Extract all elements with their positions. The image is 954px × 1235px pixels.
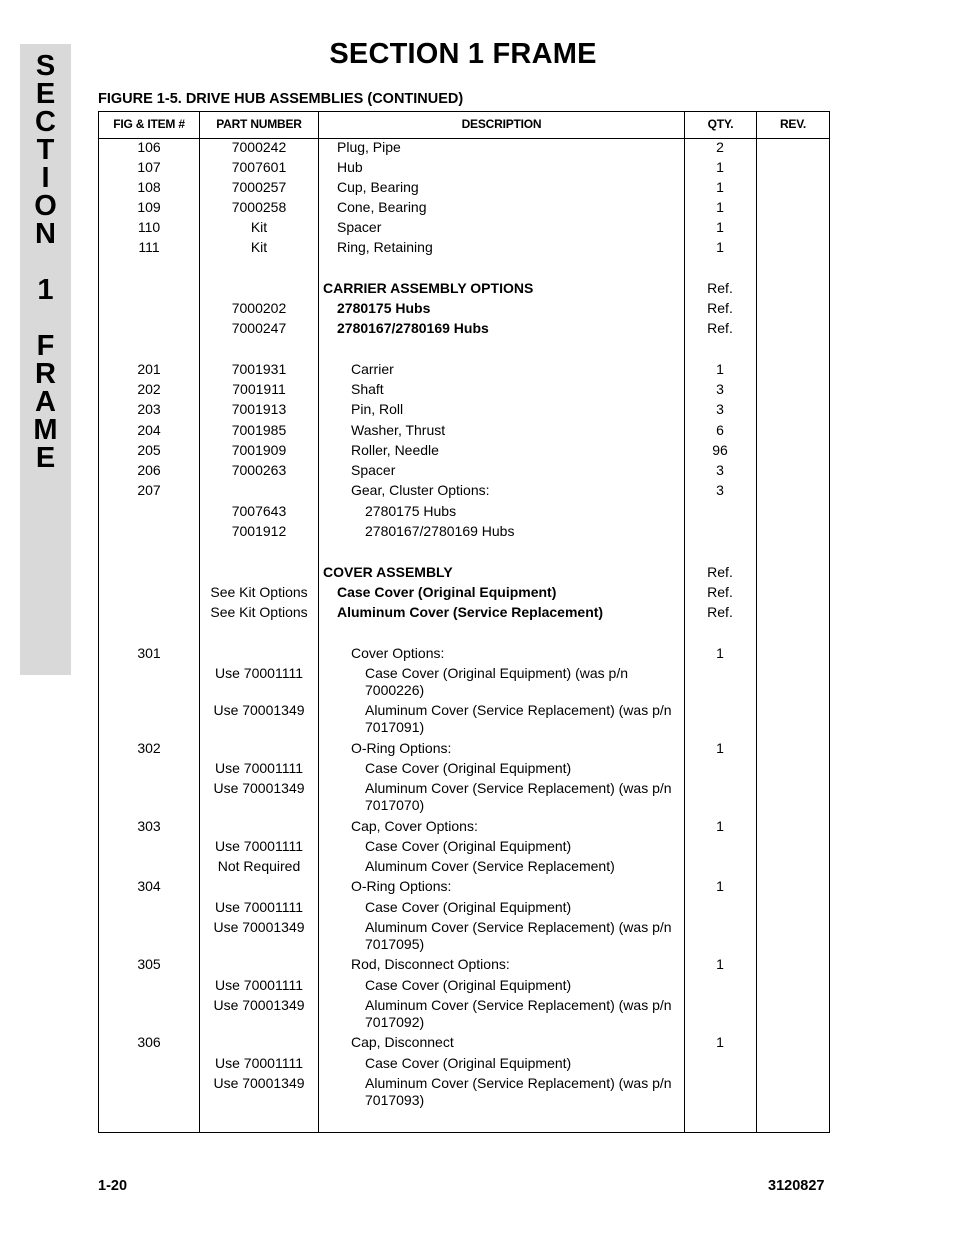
section-side-tab [20,44,71,675]
cell-description: O-Ring Options: [351,878,452,894]
side-tab-letter: S [35,50,56,82]
cell-part-number: 7000257 [231,179,287,195]
cell-description: Cup, Bearing [337,179,419,195]
cell-part-number: Use 70001111 [215,838,303,854]
cell-part-number: Use 70001349 [213,702,305,718]
cell-qty: 1 [716,361,724,377]
cell-fig-item: 306 [137,1034,161,1050]
cell-qty: 3 [716,462,724,478]
cell-part-number: 7001909 [231,442,287,458]
cell-description: Gear, Cluster Options: [351,482,490,498]
column-divider [756,112,757,1132]
cell-description: O-Ring Options: [351,740,452,756]
cell-qty: 1 [716,1034,724,1050]
cell-description: Ring, Retaining [337,239,433,255]
cell-part-number: 7000202 [231,300,287,316]
cell-description: Aluminum Cover (Service Replacement) (was p/n 7017091) [365,702,672,735]
cell-fig-item: 302 [137,740,161,756]
cell-part-number: Use 70001349 [213,780,305,796]
side-tab-letter: T [36,134,55,166]
cell-description: COVER ASSEMBLY [323,564,453,580]
cell-qty: 2 [716,139,724,155]
cell-fig-item: 301 [137,645,161,661]
cell-fig-item: 111 [138,239,160,255]
cell-description: 2780175 Hubs [365,503,457,519]
cell-description: Cap, Disconnect [351,1034,454,1050]
cell-part-number: Use 70001111 [215,665,303,681]
cell-qty: 1 [716,159,724,175]
page-number: 1-20 [98,1178,128,1194]
cell-part-number: See Kit Options [210,584,308,600]
cell-description: Hub [337,159,363,175]
side-tab-letter: C [35,106,56,138]
cell-part-number: 7007643 [231,503,287,519]
cell-description: Case Cover (Original Equipment) [337,584,557,600]
parts-table [98,111,830,1133]
cell-qty: 1 [716,219,724,235]
cell-description: Case Cover (Original Equipment) [365,977,572,993]
cell-description: Aluminum Cover (Service Replacement) (was p/n 7017070) [365,780,672,813]
column-divider [684,112,685,1132]
cell-qty: 1 [716,956,724,972]
cell-description: Pin, Roll [351,401,404,417]
cell-qty: Ref. [707,604,733,620]
side-tab-letter: E [35,442,56,474]
cell-fig-item: 304 [137,878,161,894]
cell-part-number: 7001931 [231,361,287,377]
cell-part-number: Use 70001111 [215,977,303,993]
cell-description: Aluminum Cover (Service Replacement) (was p/n 7017095) [365,919,672,952]
cell-qty: 3 [716,401,724,417]
cell-description: 2780175 Hubs [337,300,431,316]
cell-qty: Ref. [707,300,733,316]
header-part-number: PART NUMBER [216,117,302,131]
cell-description: CARRIER ASSEMBLY OPTIONS [323,280,534,296]
cell-part-number: 7001912 [231,523,287,539]
side-tab-letter: O [34,190,57,222]
cell-description: Case Cover (Original Equipment) [365,1055,572,1071]
cell-part-number: Use 70001111 [215,760,303,776]
cell-description: Roller, Needle [351,442,439,458]
cell-part-number: 7000258 [231,199,287,215]
cell-description: Carrier [351,361,394,377]
cell-description: Case Cover (Original Equipment) (was p/n 7000226) [365,665,628,698]
cell-fig-item: 305 [137,956,161,972]
header-rev: REV. [779,117,807,131]
cell-description: Case Cover (Original Equipment) [365,760,572,776]
cell-qty: 3 [716,482,724,498]
cell-fig-item: 106 [137,139,161,155]
cell-qty: 1 [716,199,724,215]
header-fig-item: FIG & ITEM # [113,117,185,131]
side-tab-letter: F [36,330,55,362]
column-divider [318,112,319,1132]
cell-fig-item: 204 [137,422,161,438]
document-number: 3120827 [768,1178,825,1194]
cell-part-number: Kit [250,219,268,235]
cell-description: Shaft [351,381,384,397]
header-qty: QTY. [707,117,734,131]
cell-description: Case Cover (Original Equipment) [365,838,572,854]
cell-qty: 1 [716,818,724,834]
cell-fig-item: 203 [137,401,161,417]
cell-part-number: Use 70001111 [215,899,303,915]
cell-fig-item: 201 [137,361,161,377]
cell-part-number: 7000247 [231,320,287,336]
cell-description: Cone, Bearing [337,199,427,215]
cell-part-number: Kit [250,239,268,255]
cell-qty: 1 [716,740,724,756]
header-description: DESCRIPTION [461,117,542,131]
cell-qty: 3 [716,381,724,397]
cell-description: Cap, Cover Options: [351,818,478,834]
cell-description: Washer, Thrust [351,422,446,438]
side-tab-letter: E [35,78,56,110]
cell-part-number: Use 70001111 [215,1055,303,1071]
cell-fig-item: 206 [137,462,161,478]
cell-description: 2780167/2780169 Hubs [337,320,489,336]
cell-part-number: 7007601 [231,159,287,175]
cell-fig-item: 110 [137,219,161,235]
cell-part-number: 7000242 [231,139,287,155]
cell-part-number: Use 70001349 [213,997,305,1013]
cell-qty: 6 [716,422,724,438]
cell-part-number: See Kit Options [210,604,308,620]
cell-fig-item: 109 [137,199,161,215]
cell-description: Spacer [337,219,382,235]
cell-description: Aluminum Cover (Service Replacement) (was p/n 7017092) [365,997,672,1030]
cell-part-number: 7001911 [232,381,286,397]
cell-fig-item: 207 [137,482,161,498]
cell-part-number: Not Required [217,858,301,874]
cell-qty: 1 [716,239,724,255]
cell-fig-item: 205 [137,442,161,458]
side-tab-letter: N [35,218,56,250]
cell-description: Aluminum Cover (Service Replacement) [337,604,604,620]
cell-qty: Ref. [707,320,733,336]
side-tab-letter: 1 [37,274,54,306]
cell-fig-item: 202 [137,381,161,397]
cell-description: Spacer [351,462,396,478]
cell-part-number: 7000263 [231,462,287,478]
side-tab-letter: A [35,386,56,418]
cell-description: Cover Options: [351,645,445,661]
cell-fig-item: 108 [137,179,161,195]
side-tab-letter: I [41,162,50,194]
cell-fig-item: 303 [137,818,161,834]
side-tab-letter: M [33,414,58,446]
side-tab-letter: R [35,358,56,390]
cell-description: 2780167/2780169 Hubs [365,523,515,539]
cell-qty: 1 [716,645,724,661]
figure-title: FIGURE 1-5. DRIVE HUB ASSEMBLIES (CONTINUED) [98,91,464,107]
cell-qty: Ref. [707,564,733,580]
cell-qty: 1 [716,878,724,894]
cell-description: Aluminum Cover (Service Replacement) (was p/n 7017093) [365,1075,672,1108]
cell-qty: 96 [712,442,728,458]
cell-part-number: Use 70001349 [213,1075,305,1091]
cell-part-number: Use 70001349 [213,919,305,935]
cell-fig-item: 107 [137,159,161,175]
cell-part-number: 7001985 [231,422,287,438]
cell-description: Plug, Pipe [337,139,401,155]
cell-description: Rod, Disconnect Options: [351,956,510,972]
cell-description: Aluminum Cover (Service Replacement) [365,858,615,874]
cell-qty: 1 [716,179,724,195]
cell-qty: Ref. [707,584,733,600]
section-title: SECTION 1 FRAME [329,38,597,70]
cell-qty: Ref. [707,280,733,296]
cell-description: Case Cover (Original Equipment) [365,899,572,915]
cell-part-number: 7001913 [231,401,287,417]
